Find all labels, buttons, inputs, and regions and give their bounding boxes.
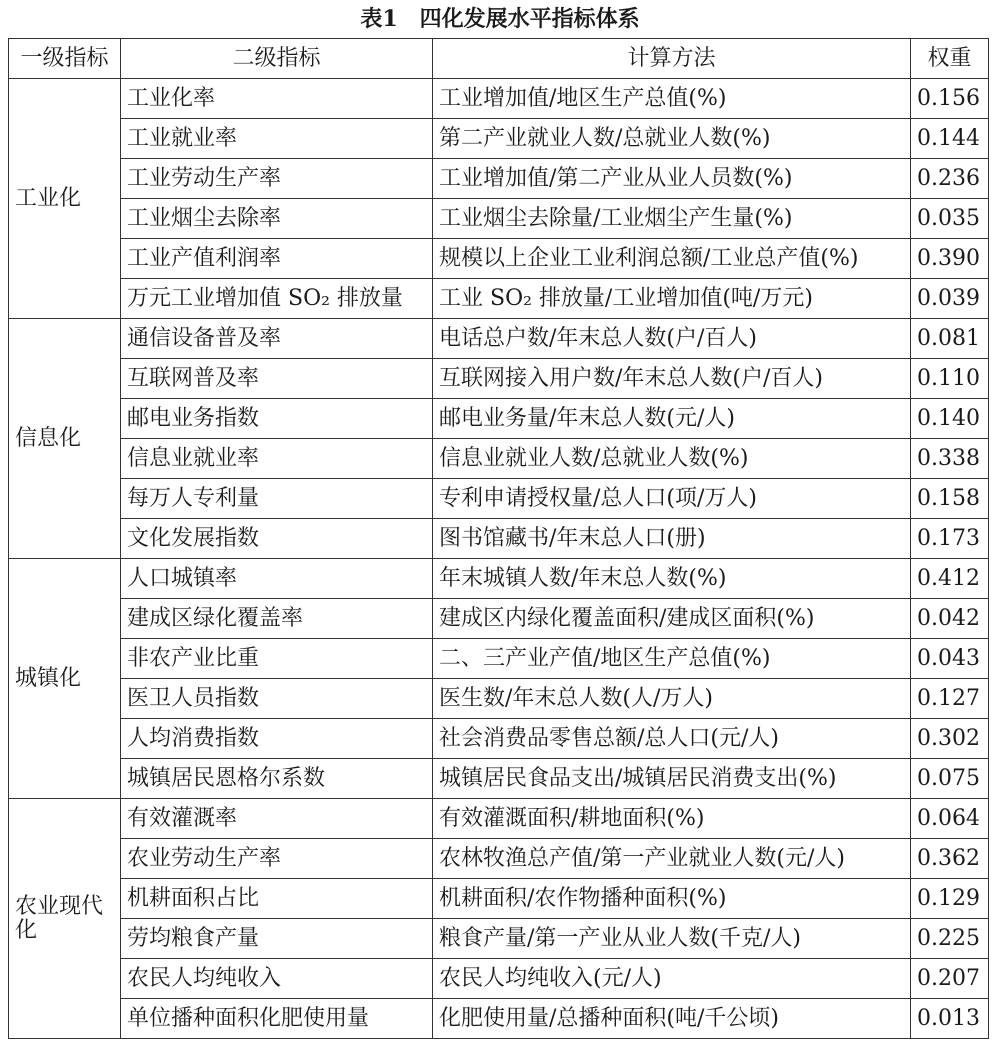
weight-cell: 0.081 xyxy=(911,319,989,359)
table-row xyxy=(9,599,989,639)
indicator-cell: 机耕面积占比 xyxy=(121,879,433,919)
indicator-cell: 每万人专利量 xyxy=(121,479,433,519)
indicator-cell: 邮电业务指数 xyxy=(121,399,433,439)
weight-cell: 0.144 xyxy=(911,119,989,159)
weight-cell: 0.110 xyxy=(911,359,989,399)
table-row xyxy=(9,879,989,919)
weight-cell: 0.156 xyxy=(911,79,989,119)
method-cell: 社会消费品零售总额/总人口(元/人) xyxy=(433,719,911,759)
method-cell: 农林牧渔总产值/第一产业就业人数(元/人) xyxy=(433,839,911,879)
indicator-cell: 工业就业率 xyxy=(121,119,433,159)
table-row xyxy=(9,479,989,519)
indicator-cell: 通信设备普及率 xyxy=(121,319,433,359)
method-cell: 工业增加值/地区生产总值(%) xyxy=(433,79,911,119)
table-row xyxy=(9,279,989,319)
indicator-cell: 建成区绿化覆盖率 xyxy=(121,599,433,639)
method-cell: 化肥使用量/总播种面积(吨/千公顷) xyxy=(433,999,911,1039)
indicator-cell: 医卫人员指数 xyxy=(121,679,433,719)
weight-cell: 0.035 xyxy=(911,199,989,239)
indicator-cell: 万元工业增加值 SO₂ 排放量 xyxy=(121,279,433,319)
table-row xyxy=(9,439,989,479)
table-row xyxy=(9,199,989,239)
weight-cell: 0.412 xyxy=(911,559,989,599)
table-row xyxy=(9,239,989,279)
weight-cell: 0.362 xyxy=(911,839,989,879)
method-cell: 工业烟尘去除量/工业烟尘产生量(%) xyxy=(433,199,911,239)
header-level1: 一级指标 xyxy=(9,39,121,79)
method-cell: 医生数/年末总人数(人/万人) xyxy=(433,679,911,719)
indicator-cell: 互联网普及率 xyxy=(121,359,433,399)
table-caption: 表1 四化发展水平指标体系 xyxy=(360,6,640,32)
table-row xyxy=(9,519,989,559)
weight-cell: 0.173 xyxy=(911,519,989,559)
weight-cell: 0.302 xyxy=(911,719,989,759)
indicator-cell: 工业产值利润率 xyxy=(121,239,433,279)
weight-cell: 0.236 xyxy=(911,159,989,199)
header-level2: 二级指标 xyxy=(121,39,433,79)
method-cell: 有效灌溉面积/耕地面积(%) xyxy=(433,799,911,839)
header-weight: 权重 xyxy=(911,39,989,79)
indicator-cell: 劳均粮食产量 xyxy=(121,919,433,959)
header-row xyxy=(9,39,989,79)
weight-cell: 0.390 xyxy=(911,239,989,279)
table-row xyxy=(9,759,989,799)
weight-cell: 0.042 xyxy=(911,599,989,639)
table-row xyxy=(9,319,989,359)
header-method: 计算方法 xyxy=(433,39,911,79)
indicator-cell: 有效灌溉率 xyxy=(121,799,433,839)
method-cell: 邮电业务量/年末总人数(元/人) xyxy=(433,399,911,439)
weight-cell: 0.129 xyxy=(911,879,989,919)
table-row xyxy=(9,359,989,399)
indicator-cell: 工业化率 xyxy=(121,79,433,119)
method-cell: 专利申请授权量/总人口(项/万人) xyxy=(433,479,911,519)
weight-cell: 0.039 xyxy=(911,279,989,319)
table-row xyxy=(9,999,989,1039)
method-cell: 二、三产业产值/地区生产总值(%) xyxy=(433,639,911,679)
table-row xyxy=(9,719,989,759)
category-cell: 信息化 xyxy=(9,319,121,559)
weight-cell: 0.225 xyxy=(911,919,989,959)
weight-cell: 0.043 xyxy=(911,639,989,679)
method-cell: 农民人均纯收入(元/人) xyxy=(433,959,911,999)
weight-cell: 0.127 xyxy=(911,679,989,719)
table-row xyxy=(9,159,989,199)
weight-cell: 0.158 xyxy=(911,479,989,519)
indicator-cell: 农业劳动生产率 xyxy=(121,839,433,879)
table-row xyxy=(9,679,989,719)
method-cell: 信息业就业人数/总就业人数(%) xyxy=(433,439,911,479)
category-cell: 城镇化 xyxy=(9,559,121,799)
indicator-table xyxy=(8,38,989,1039)
category-cell: 工业化 xyxy=(9,79,121,319)
weight-cell: 0.064 xyxy=(911,799,989,839)
method-cell: 城镇居民食品支出/城镇居民消费支出(%) xyxy=(433,759,911,799)
table-row xyxy=(9,959,989,999)
indicator-cell: 工业劳动生产率 xyxy=(121,159,433,199)
table-row xyxy=(9,639,989,679)
method-cell: 电话总户数/年末总人数(户/百人) xyxy=(433,319,911,359)
indicator-cell: 单位播种面积化肥使用量 xyxy=(121,999,433,1039)
method-cell: 粮食产量/第一产业从业人数(千克/人) xyxy=(433,919,911,959)
table-row xyxy=(9,919,989,959)
table-row xyxy=(9,79,989,119)
weight-cell: 0.207 xyxy=(911,959,989,999)
category-cell: 农业现代化 xyxy=(9,799,121,1039)
indicator-cell: 城镇居民恩格尔系数 xyxy=(121,759,433,799)
indicator-cell: 人口城镇率 xyxy=(121,559,433,599)
weight-cell: 0.013 xyxy=(911,999,989,1039)
method-cell: 图书馆藏书/年末总人口(册) xyxy=(433,519,911,559)
method-cell: 工业 SO₂ 排放量/工业增加值(吨/万元) xyxy=(433,279,911,319)
method-cell: 年末城镇人数/年末总人数(%) xyxy=(433,559,911,599)
indicator-cell: 非农产业比重 xyxy=(121,639,433,679)
method-cell: 建成区内绿化覆盖面积/建成区面积(%) xyxy=(433,599,911,639)
weight-cell: 0.338 xyxy=(911,439,989,479)
method-cell: 机耕面积/农作物播种面积(%) xyxy=(433,879,911,919)
indicator-cell: 信息业就业率 xyxy=(121,439,433,479)
table-row xyxy=(9,399,989,439)
indicator-cell: 文化发展指数 xyxy=(121,519,433,559)
table-row xyxy=(9,799,989,839)
indicator-cell: 工业烟尘去除率 xyxy=(121,199,433,239)
method-cell: 规模以上企业工业利润总额/工业总产值(%) xyxy=(433,239,911,279)
table-row xyxy=(9,559,989,599)
method-cell: 工业增加值/第二产业从业人员数(%) xyxy=(433,159,911,199)
weight-cell: 0.140 xyxy=(911,399,989,439)
weight-cell: 0.075 xyxy=(911,759,989,799)
table-row xyxy=(9,119,989,159)
method-cell: 第二产业就业人数/总就业人数(%) xyxy=(433,119,911,159)
method-cell: 互联网接入用户数/年末总人数(户/百人) xyxy=(433,359,911,399)
table-row xyxy=(9,839,989,879)
indicator-cell: 人均消费指数 xyxy=(121,719,433,759)
indicator-cell: 农民人均纯收入 xyxy=(121,959,433,999)
